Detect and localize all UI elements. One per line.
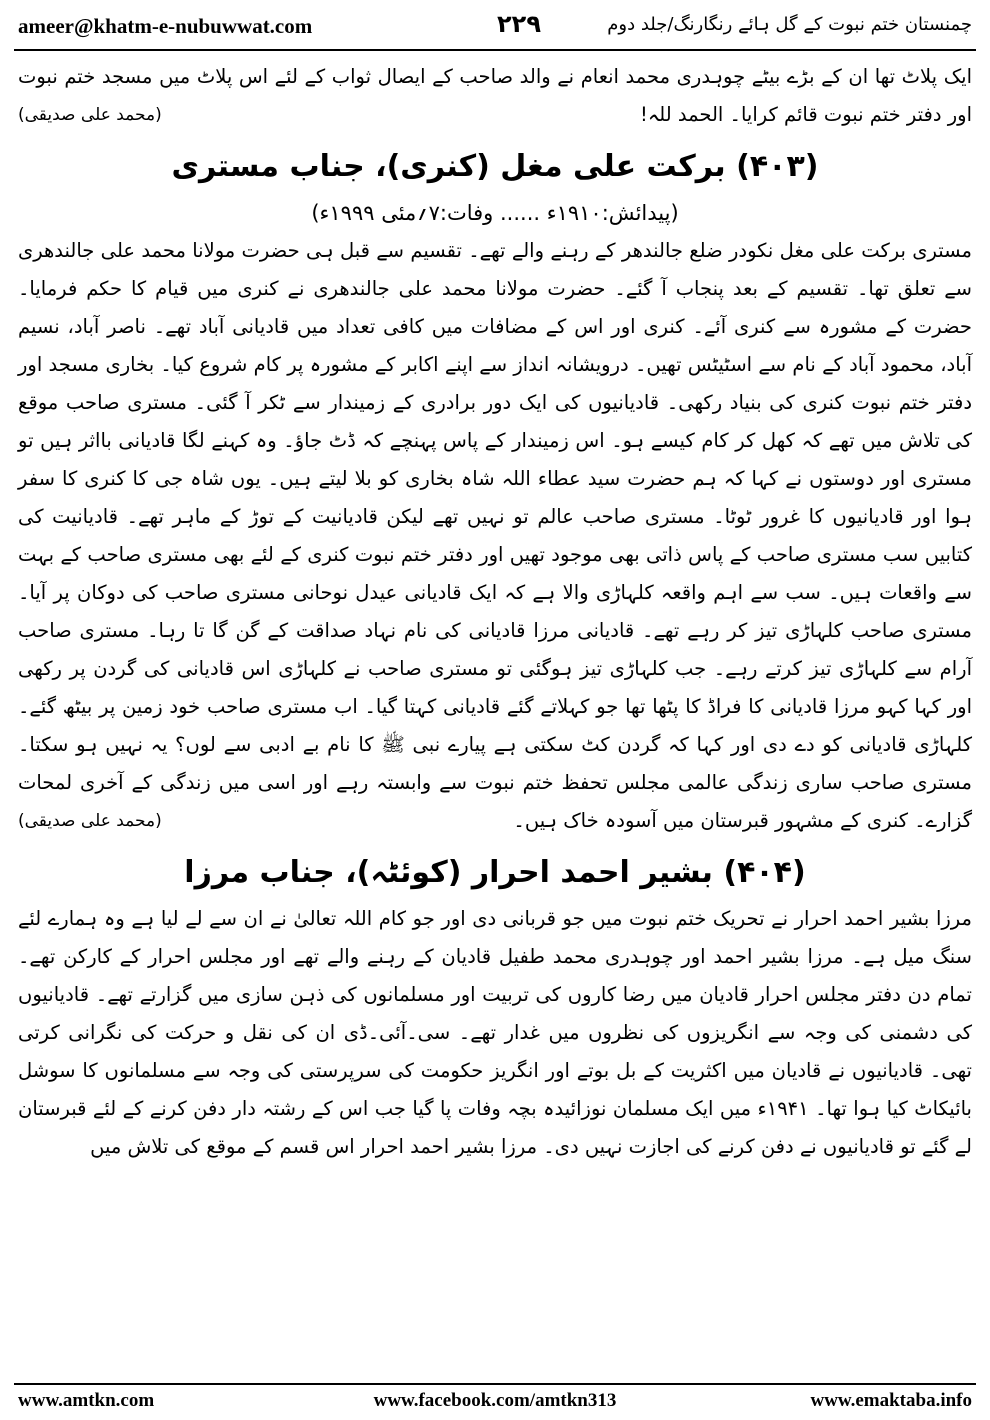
page-number: ۲۲۹ (497, 10, 541, 38)
footer-link-emaktaba: www.emaktaba.info (810, 1390, 972, 1411)
entry-403-text: مستری برکت علی مغل نکودر ضلع جالندھر کے رہنے والے تھے۔ تقسیم سے قبل ہی حضرت مولانا محمد علی جالندھری سے تعلق تھا۔ تقسیم کے بعد پنجاب آ گئے۔ حضرت مولانا محمد علی جالندھری نے کنری میں قیام کا حکم فرمایا۔ حضرت کے مشورہ سے کنری آئے۔ کنری اور اس کے مضافات میں کافی تعداد میں قادیانی آباد تھے۔ ناصر آباد، نسیم آباد، محمود آباد کے نام سے اسٹیٹس تھیں۔ درویشانہ انداز سے اپنے اکابر کے مشورہ پر کام شروع کیا۔ بخاری مسجد اور دفتر ختم نبوت کنری کی بنیاد رکھی۔ قادیانیوں کی ایک دور برادری کے زمیندار سے ٹکر آ گئی۔ مستری صاحب موقع کی تلاش میں تھے کہ کھل کر کام کیسے ہو۔ اس زمیندار کے پاس پہنچے کہ ڈٹ جاؤ۔ وہ کہنے لگا قادیانی بااثر ہیں تو مستری اور دوستوں نے کہا کہ ہم حضرت سید عطاء اللہ شاہ بخاری کو بلا لیتے ہیں۔ یوں شاہ جی کا کنری کا سفر ہوا اور قادیانیوں کا غرور ٹوٹا۔ مستری صاحب عالم تو نہیں تھے لیکن قادیانیت کے توڑ کے ماہر تھے۔ قادیانیت کی کتابیں سب مستری صاحب کے پاس ذاتی بھی موجود تھیں اور دفتر ختم نبوت کنری کے لئے بھی مستری صاحب کے بہت سے واقعات ہیں۔ سب سے اہم واقعہ کلہاڑی والا ہے کہ ایک قادیانی عیدل نوحانی مستری صاحب کی دوکان پر آیا۔ مستری صاحب کلہاڑی تیز کر رہے تھے۔ قادیانی مرزا قادیانی کی نام نہاد صداقت کے گن گا تا رہا۔ مستری صاحب آرام سے کلہاڑی تیز کرتے رہے۔ جب کلہاڑی تیز ہوگئی تو مستری صاحب نے کلہاڑی اس قادیانی کی گردن پر رکھی اور کہا کہو مرزا قادیانی کا فراڈ کا پٹھا تھا جو کہلاتے گئے قادیانی کہتا گیا۔ اب مستری صاحب خود زمین پر بیٹھ گئے۔ کلہاڑی قادیانی کو دے دی اور کہا کہ گردن کٹ سکتی ہے پیارے نبی ﷺ کا نام بے ادبی سے لوں؟ یہ نہیں ہو سکتا۔ مستری صاحب ساری زندگی عالمی مجلس تحفظ ختم نبوت سے وابستہ رہے اور اسی میں زندگی کے آخری لمحات گزارے۔ کنری کے مشہور قبرستان میں آسودہ خاک ہیں۔ (18, 239, 972, 832)
header-email: ameer@khatm-e-nubuwwat.com (18, 14, 313, 38)
book-title: چمنستان ختم نبوت کے گل ہائے رنگارنگ/جلد دوم (607, 14, 972, 35)
intro-signature: (محمد علی صدیقی) (18, 105, 162, 125)
entry-404-body: مرزا بشیر احمد احرار نے تحریک ختم نبوت میں جو قربانی دی اور جو کام اللہ تعالیٰ نے ان سے لے لیا ہے وہ ہمارے لئے سنگ میل ہے۔ مرزا بشیر احمد اور چوہدری محمد طفیل قادیان کے رہنے والے تھے اور مجلس احرار کے کارکن تھے۔ تمام دن دفتر مجلس احرار قادیان میں رضا کاروں کی تربیت اور مسلمانوں کی ذہن سازی میں گزارتے تھے۔ قادیانیوں کی دشمنی کی وجہ سے انگریزوں کی نظروں میں غدار تھے۔ سی۔آئی۔ڈی ان کی نقل و حرکت کی نگرانی کرتی تھی۔ قادیانیوں نے قادیان میں اکثریت کے بل بوتے اور انگریز حکومت کی سرپرستی کی وجہ سے مسلمانوں کا سوشل بائیکاٹ کیا ہوا تھا۔ ۱۹۴۱ء میں ایک مسلمان نوزائیدہ بچہ وفات پا گیا جب اس کے رشتہ دار دفن کرنے کے لئے قبرستان لے گئے تو قادیانیوں نے دفن کرنے کی اجازت نہیں دی۔ مرزا بشیر احمد احرار اس قسم کے موقع کی تلاش میں (18, 907, 972, 1158)
footer-link-amtkn: www.amtkn.com (18, 1390, 155, 1411)
page-footer (14, 1388, 976, 1416)
intro-text: ایک پلاٹ تھا ان کے بڑے بیٹے چوہدری محمد انعام نے والد صاحب کے ایصال ثواب کے لئے اس پلاٹ میں مسجد ختم نبوت اور دفتر ختم نبوت قائم کرایا۔ الحمد للہ! (18, 65, 972, 126)
entry-403-heading: (۴۰۳) برکت علی مغل (کنری)، جناب مستری (171, 149, 819, 184)
entry-403-body (18, 232, 972, 840)
entry-404-heading: (۴۰۴) بشیر احمد احرار (کوئٹہ)، جناب مرزا (184, 855, 806, 890)
footer-divider (14, 1383, 976, 1385)
page-header (14, 8, 976, 48)
entry-403-signature: (محمد علی صدیقی) (18, 811, 162, 831)
page-content (18, 58, 972, 1166)
intro-paragraph (18, 58, 972, 134)
header-divider (14, 49, 976, 51)
footer-link-facebook: www.facebook.com/amtkn313 (373, 1390, 617, 1411)
entry-403-dates: (پیدائش:۱۹۱۰ء ...... وفات:۷؍مئی ۱۹۹۹ء) (311, 201, 679, 225)
